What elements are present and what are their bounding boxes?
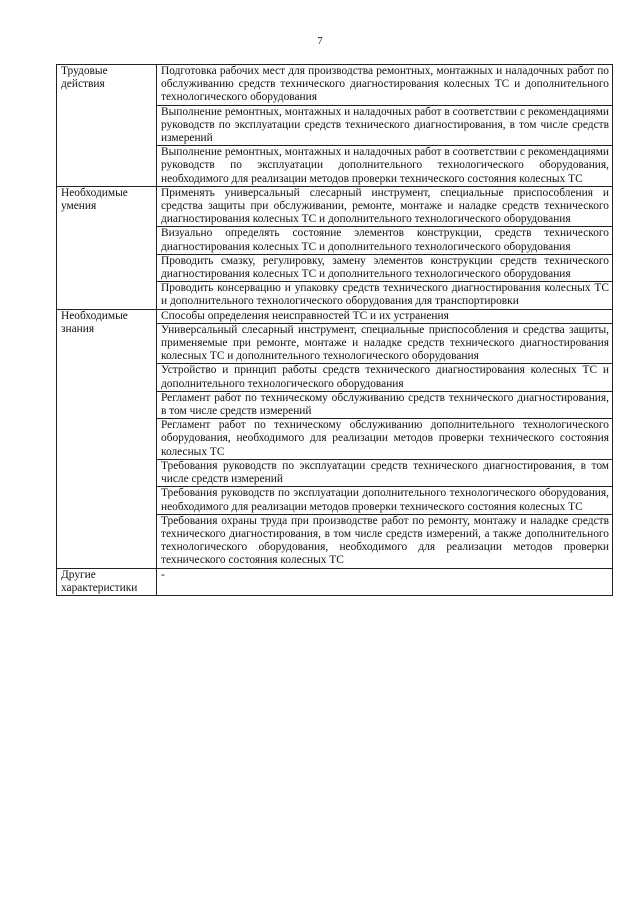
section-label: Необходимые знания	[57, 309, 157, 568]
table-cell: Способы определения неисправностей ТС и их устранения	[157, 309, 613, 323]
table-cell: Универсальный слесарный инструмент, специальные приспособления и средства защиты, применяемые при ремонте, монтаже и наладке средств технического диагностирования колесных ТС и дополнительного технологического оборудования	[157, 323, 613, 364]
table-cell: Требования руководств по эксплуатации средств технического диагностирования, в том числе средств измерений	[157, 459, 613, 486]
table-cell: Проводить смазку, регулировку, замену элементов конструкции средств технического диагностирования колесных ТС и дополнительного технологического оборудования	[157, 254, 613, 281]
section-label: Другие характеристики	[57, 568, 157, 595]
table-cell: Регламент работ по техническому обслуживанию средств технического диагностирования, в том числе средств измерений	[157, 391, 613, 418]
table-cell: Проводить консервацию и упаковку средств технического диагностирования колесных ТС и дополнительного технологического оборудования для транспортировки	[157, 282, 613, 309]
table-cell: Подготовка рабочих мест для производства ремонтных, монтажных и наладочных работ по обслуживанию средств технического диагностирования колесных ТС и дополнительного технологического оборудования	[157, 65, 613, 106]
table-cell: Визуально определять состояние элементов конструкции, средств технического диагностирования колесных ТС и дополнительного технологического оборудования	[157, 227, 613, 254]
page-number: 7	[317, 35, 323, 47]
requirements-table	[56, 64, 613, 596]
table-cell: Применять универсальный слесарный инструмент, специальные приспособления и средства защиты при обслуживании, ремонте, монтаже и наладке средств технического диагностирования колесных ТС и дополнительного технологического оборудования	[157, 186, 613, 227]
table-cell: Выполнение ремонтных, монтажных и наладочных работ в соответствии с рекомендациями руководств по эксплуатации средств технического диагностирования, в том числе средств измерений	[157, 105, 613, 146]
table-row	[57, 186, 613, 227]
table-cell: Регламент работ по техническому обслуживанию дополнительного технологического оборудования, необходимого для реализации методов проверки технического состояния колесных ТС	[157, 419, 613, 460]
table-row	[57, 309, 613, 323]
table-row	[57, 65, 613, 106]
table-cell: Выполнение ремонтных, монтажных и наладочных работ в соответствии с рекомендациями руководств по эксплуатации дополнительного технологического оборудования, необходимого для реализации методов проверки технического состояния колесных ТС	[157, 146, 613, 187]
table-cell: -	[157, 568, 613, 595]
table-cell: Требования охраны труда при производстве работ по ремонту, монтажу и наладке средств технического диагностирования, в том числе средств измерений, а также дополнительного технологического оборудования, необходимого для реализации методов проверки технического состояния колесных ТС	[157, 514, 613, 568]
table-row	[57, 568, 613, 595]
table-cell: Устройство и принцип работы средств технического диагностирования колесных ТС и дополнительного технологического оборудования	[157, 364, 613, 391]
table-cell: Требования руководств по эксплуатации дополнительного технологического оборудования, необходимого для реализации методов проверки технического состояния колесных ТС	[157, 487, 613, 514]
section-label: Трудовые действия	[57, 65, 157, 187]
section-label: Необходимые умения	[57, 186, 157, 309]
